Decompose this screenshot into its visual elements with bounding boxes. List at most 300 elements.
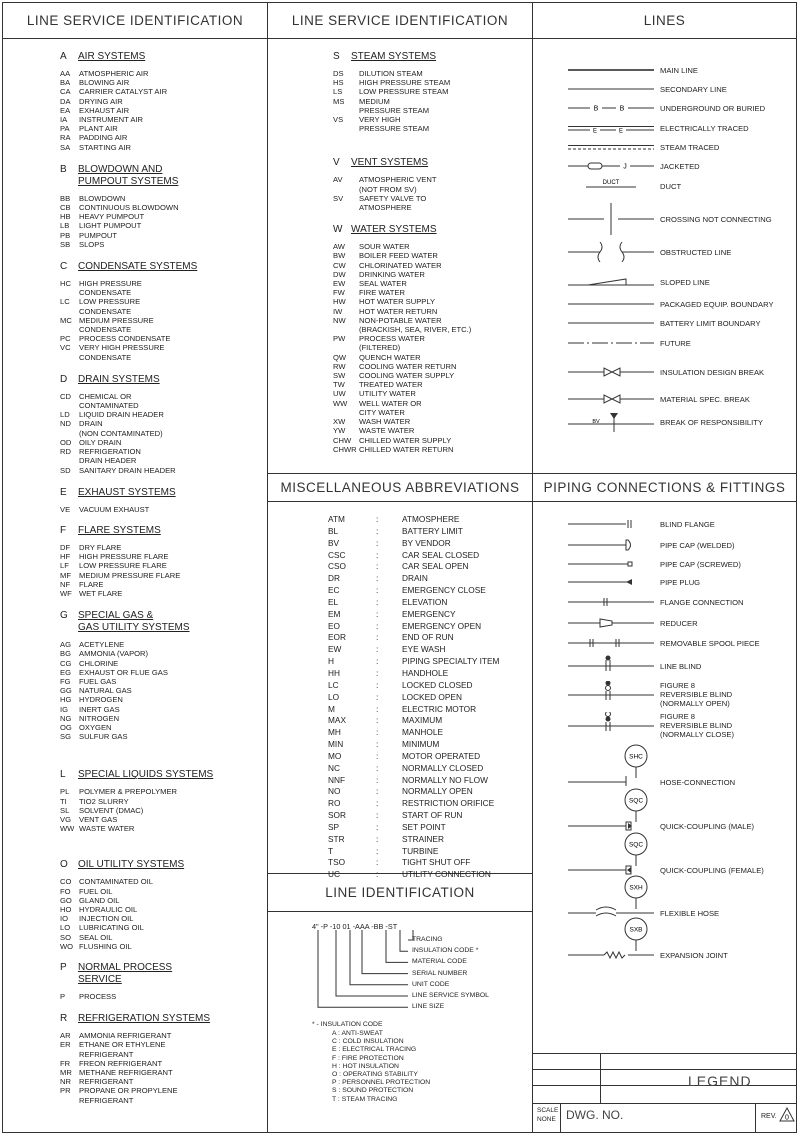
code-row	[60, 723, 265, 732]
line-code	[333, 408, 359, 417]
piping-legend-item	[536, 572, 796, 592]
tb-divider	[755, 1103, 756, 1133]
abbr-row	[328, 798, 528, 810]
line-description: FUEL GAS	[79, 676, 117, 686]
line-legend-item	[536, 333, 796, 353]
piping-legend-item	[536, 592, 796, 612]
line-tag: J	[623, 163, 627, 171]
abbr-desc: BATTERY LIMIT	[402, 525, 463, 536]
system-name: NORMAL PROCESS	[78, 962, 173, 973]
line-code: PR	[60, 1086, 71, 1096]
line-code: NG	[60, 713, 72, 723]
abbr-colon: :	[376, 691, 379, 702]
abbr-colon: :	[376, 620, 379, 631]
code-row	[60, 279, 265, 288]
code-row	[60, 419, 265, 428]
lineid-header: LINE IDENTIFICATION	[325, 885, 475, 900]
system-title	[60, 374, 265, 386]
line-code: LS	[333, 87, 343, 97]
code-row	[60, 705, 265, 714]
abbr-code: EC	[328, 585, 340, 596]
abbr-colon: :	[376, 739, 379, 750]
insulation-code: H : HOT INSULATION	[332, 1062, 399, 1070]
code-row	[60, 732, 265, 741]
line-description: PROCESS CONDENSATE	[79, 334, 171, 344]
code-row	[333, 399, 528, 408]
code-row	[60, 69, 265, 78]
system-letter: O	[60, 859, 68, 871]
abbr-desc: TURBINE	[402, 845, 439, 856]
line-code: LC	[60, 297, 70, 307]
abbr-desc: START OF RUN	[402, 810, 463, 821]
code-row	[60, 87, 265, 96]
line-description: COOLING WATER SUPPLY	[359, 371, 455, 381]
code-row	[60, 914, 265, 923]
lineid-part: UNIT CODE	[412, 980, 450, 988]
line-label: PACKAGED EQUIP. BOUNDARY	[660, 300, 774, 309]
line-description: DRAIN HEADER	[79, 456, 137, 466]
system-name: FLARE SYSTEMS	[78, 524, 161, 536]
line-description: SOLVENT (DMAC)	[79, 805, 144, 815]
col2-systems	[333, 51, 528, 466]
line-description: SLOPS	[79, 239, 105, 249]
system-title	[60, 51, 265, 63]
code-row	[60, 288, 265, 297]
insulation-code: T : STEAM TRACING	[332, 1095, 398, 1103]
line-code	[60, 1096, 79, 1105]
line-description: OXYGEN	[79, 722, 112, 732]
system-section	[60, 164, 265, 249]
abbr-colon: :	[376, 573, 379, 584]
fitting-label: BLIND FLANGE	[660, 520, 715, 529]
piping-legend-item	[536, 832, 796, 880]
line-description: CONTAMINATED OIL	[79, 877, 153, 887]
line-description: PRESSURE STEAM	[359, 105, 430, 115]
fitting-label: REDUCER	[660, 619, 698, 628]
line-description: LIGHT PUMPOUT	[79, 221, 142, 231]
fitting-label: FIGURE 8 REVERSIBLE BLIND (NORMALLY OPEN)	[660, 681, 733, 708]
system-section	[60, 374, 265, 475]
abbr-row	[328, 585, 528, 597]
abbr-desc: ELECTRIC MOTOR	[402, 703, 477, 714]
line-legend-item	[536, 176, 796, 196]
abbr-row	[328, 597, 528, 609]
line-code: BW	[333, 251, 346, 261]
insulation-code: P : PERSONNEL PROTECTION	[332, 1079, 431, 1087]
legend-title: LEGEND	[688, 1073, 752, 1089]
abbr-code: CSC	[328, 549, 346, 560]
abbr-desc: PIPING SPECIALTY ITEM	[402, 656, 500, 667]
abbr-colon: :	[376, 656, 379, 667]
code-row	[60, 942, 265, 951]
code-row	[60, 97, 265, 106]
system-name: AIR SYSTEMS	[78, 51, 146, 62]
dwg-no-label: DWG. NO.	[566, 1108, 624, 1122]
code-row	[60, 1040, 265, 1049]
abbr-row	[328, 526, 528, 538]
line-legend-item	[536, 362, 796, 382]
code-row	[60, 659, 265, 668]
piping-legend-item	[536, 788, 796, 836]
fitting-label: LINE BLIND	[660, 662, 702, 671]
secondary-line-icon	[566, 79, 656, 99]
line-description: HOT WATER SUPPLY	[359, 297, 436, 307]
line-code: P	[60, 992, 66, 1001]
line-description: AMMONIA REFRIGERANT	[79, 1031, 172, 1041]
abbr-colon: :	[376, 727, 379, 738]
code-row	[333, 251, 528, 260]
abbr-colon: :	[376, 585, 379, 596]
line-code: GO	[60, 895, 72, 905]
abbr-code: EO	[328, 620, 340, 631]
line-label: MAIN LINE	[660, 66, 698, 75]
abbr-code: MO	[328, 750, 342, 761]
lines-header: LINES	[643, 13, 686, 28]
line-description: FLARE	[79, 579, 104, 589]
line-code: HB	[60, 212, 71, 222]
line-description: PRESSURE STEAM	[359, 124, 430, 134]
code-row	[333, 436, 528, 445]
line-description: DRYING AIR	[79, 96, 123, 106]
line-description: EXHAUST AIR	[79, 105, 130, 115]
system-name: SPECIAL LIQUIDS SYSTEMS	[78, 769, 214, 781]
line-description: (NOT FROM SV)	[359, 184, 417, 194]
line-code: EW	[333, 279, 346, 289]
abbr-code: M	[328, 703, 335, 714]
line-code: FO	[60, 886, 71, 896]
line-code: BG	[60, 649, 71, 659]
abbr-desc: MINIMUM	[402, 739, 440, 750]
line-label: BREAK OF RESPONSIBILITY	[660, 418, 763, 427]
line-legend-item	[536, 79, 796, 99]
line-description: ETHANE OR ETHYLENE	[79, 1040, 166, 1050]
abbr-row	[328, 621, 528, 633]
fitting-label: PIPE CAP (WELDED)	[660, 541, 735, 550]
line-description: BLOWING AIR	[79, 78, 130, 88]
reducer-fitting-icon	[566, 613, 656, 633]
abbr-row	[328, 751, 528, 763]
line-label: BATTERY LIMIT BOUNDARY	[660, 319, 761, 328]
line-description: WASH WATER	[359, 417, 411, 427]
line-code: XW	[333, 417, 346, 427]
line-description: WET FLARE	[79, 588, 123, 598]
code-row	[60, 212, 265, 221]
line-description: PROCESS	[79, 992, 117, 1001]
rev-label: REV.	[761, 1113, 777, 1120]
line-description: NON-POTABLE WATER	[359, 315, 442, 325]
line-description: LOW PRESSURE STEAM	[359, 87, 449, 97]
line-code: HS	[333, 78, 344, 88]
line-description: BOILER FEED WATER	[359, 251, 438, 261]
system-title	[333, 51, 528, 63]
system-title	[333, 224, 528, 236]
system-letter: B	[60, 163, 67, 175]
line-code: TW	[333, 380, 345, 390]
code-row	[60, 343, 265, 352]
line-code: DA	[60, 96, 71, 106]
code-row	[60, 543, 265, 552]
code-row	[333, 106, 528, 115]
fitting-label: PIPE PLUG	[660, 578, 701, 587]
code-row	[60, 806, 265, 815]
code-row	[60, 334, 265, 343]
lineid-part: TRACING	[412, 936, 443, 943]
code-row	[60, 401, 265, 410]
line-code: VG	[60, 814, 71, 824]
lineblind-fitting-icon	[566, 652, 656, 676]
lineid-part: LINE SERVICE SYMBOL	[412, 992, 489, 999]
code-row	[333, 426, 528, 435]
fig8c-fitting-icon	[566, 712, 656, 736]
abbr-colon: :	[376, 845, 379, 856]
line-description: NITROGEN	[79, 713, 120, 723]
line-description: INERT GAS	[79, 704, 120, 714]
abbr-colon: :	[376, 810, 379, 821]
code-row	[60, 797, 265, 806]
abbr-row	[328, 727, 528, 739]
code-row	[60, 466, 265, 475]
system-letter: L	[60, 769, 66, 781]
abbr-colon: :	[376, 561, 379, 572]
line-description: CHLORINE	[79, 658, 119, 668]
code-row	[333, 203, 528, 212]
line-code: FR	[60, 1058, 71, 1068]
line-code: FG	[60, 676, 71, 686]
line-code: HO	[60, 904, 72, 914]
system-section	[60, 962, 265, 1001]
piping-legend-item	[536, 681, 796, 708]
system-title	[60, 487, 265, 499]
abbr-desc: NORMALLY NO FLOW	[402, 774, 488, 785]
line-code: SG	[60, 732, 71, 742]
line-code: IA	[60, 115, 68, 125]
code-row	[60, 203, 265, 212]
code-row	[60, 933, 265, 942]
line-description: SAFETY VALVE TO	[359, 193, 427, 203]
line-code: WF	[60, 588, 72, 598]
insulation-code: F : FIRE PROTECTION	[332, 1054, 404, 1062]
code-row	[60, 714, 265, 723]
lineid-code: 4" -P -10 01 -AAA -BB -ST	[312, 922, 398, 931]
fitting-label: HOSE-CONNECTION	[660, 778, 736, 787]
line-description: HYDRAULIC OIL	[79, 904, 138, 914]
capw-fitting-icon	[566, 535, 656, 555]
fig8o-fitting-icon	[566, 681, 656, 705]
line-description: WASTE WATER	[79, 824, 135, 834]
line-description: ACETYLENE	[79, 640, 125, 650]
code-row	[333, 417, 528, 426]
line-description: FREON REFRIGERANT	[79, 1058, 163, 1068]
rev-triangle-icon	[779, 1107, 795, 1122]
line-code: CA	[60, 87, 71, 97]
system-section	[60, 261, 265, 362]
line-legend-item	[536, 234, 796, 257]
line-description: VACUUM EXHAUST	[79, 504, 150, 514]
line-code: SB	[60, 239, 71, 249]
line-code: EG	[60, 667, 71, 677]
abbr-colon: :	[376, 632, 379, 643]
system-letter: S	[333, 51, 340, 62]
code-row	[60, 887, 265, 896]
system-name: STEAM SYSTEMS	[351, 51, 437, 62]
line-description: CONDENSATE	[79, 288, 132, 298]
abbr-colon: :	[376, 596, 379, 607]
abbr-colon: :	[376, 608, 379, 619]
line-description: TREATED WATER	[359, 380, 423, 390]
line-code: EA	[60, 105, 71, 115]
abbr-desc: STRAINER	[402, 833, 444, 844]
line-code: CHWR	[333, 444, 357, 454]
line-description: HIGH PRESSURE STEAM	[359, 78, 451, 88]
line-description: VERY HIGH PRESSURE	[79, 343, 165, 353]
piping-legend-item	[536, 514, 796, 534]
line-description: VERY HIGH	[359, 115, 401, 125]
system-letter: C	[60, 261, 68, 273]
line-code	[333, 343, 359, 352]
line-description: TIO2 SLURRY	[79, 796, 129, 806]
insulation-code: O : OPERATING STABILITY	[332, 1071, 418, 1079]
abbr-code: EL	[328, 596, 339, 607]
line-code: PA	[60, 124, 70, 134]
line-legend-item	[536, 137, 796, 157]
abbr-desc: MANHOLE	[402, 727, 444, 738]
line-legend-item	[536, 294, 796, 314]
line-description: ATMOSPHERE	[359, 203, 412, 213]
code-row	[60, 896, 265, 905]
line-code: AV	[333, 175, 343, 185]
code-row	[60, 124, 265, 133]
abbr-row	[328, 668, 528, 680]
main-line-icon	[566, 60, 656, 80]
line-description: DRY FLARE	[79, 542, 122, 552]
ins-codes	[332, 1030, 430, 1104]
system-title	[60, 525, 265, 537]
line-code: GG	[60, 686, 72, 696]
line-legend-item	[536, 156, 796, 176]
code-row	[60, 221, 265, 230]
abbr-code: NNF	[328, 774, 346, 785]
etraced-line-icon	[566, 118, 656, 138]
system-name-cont: GAS UTILITY SYSTEMS	[78, 622, 190, 634]
line-description: WASTE WATER	[359, 426, 415, 436]
line-label: CROSSING NOT CONNECTING	[660, 215, 772, 224]
duct-line-icon	[566, 176, 656, 196]
abbr-code: LC	[328, 679, 339, 690]
line-code: IO	[60, 914, 69, 924]
code-row	[333, 124, 528, 133]
code-row	[60, 1077, 265, 1086]
flex-fitting-icon	[566, 875, 656, 923]
fitting-label: PIPE CAP (SCREWED)	[660, 560, 741, 569]
line-description: STARTING AIR	[79, 142, 132, 152]
abbr-colon: :	[376, 525, 379, 536]
system-letter: A	[60, 51, 67, 62]
fitting-label: REMOVABLE SPOOL PIECE	[660, 639, 760, 648]
code-row	[60, 456, 265, 465]
line-label: SLOPED LINE	[660, 278, 710, 287]
abbr-code: EW	[328, 644, 342, 655]
abbr-code: DR	[328, 573, 340, 584]
abbr-row	[328, 632, 528, 644]
system-section	[60, 51, 265, 152]
line-code: LO	[60, 923, 71, 933]
line-label: MATERIAL SPEC. BREAK	[660, 395, 750, 404]
fitting-tag: SHC	[629, 753, 643, 761]
abbr-desc: UTILITY CONNECTION	[402, 869, 491, 880]
abbr-code: SOR	[328, 810, 346, 821]
fitting-label: FIGURE 8 REVERSIBLE BLIND (NORMALLY CLOSE)	[660, 712, 734, 739]
line-description: LUBRICATING OIL	[79, 923, 144, 933]
line-description: COOLING WATER RETURN	[359, 361, 457, 371]
line-description: PUMPOUT	[79, 230, 117, 240]
system-section	[60, 769, 265, 833]
tb-rule	[533, 1085, 796, 1086]
line-code: TI	[60, 796, 67, 806]
line-description: HYDROGEN	[79, 695, 123, 705]
line-description: SEAL OIL	[79, 932, 113, 942]
line-description: BLOWDOWN	[79, 193, 126, 203]
abbr-row	[328, 692, 528, 704]
system-title	[60, 1013, 265, 1025]
line-code: LD	[60, 410, 70, 420]
line-code	[333, 106, 359, 115]
insulation-code: E : ELECTRICAL TRACING	[332, 1046, 417, 1054]
col1-systems	[60, 51, 265, 1117]
line-description: PADDING AIR	[79, 133, 128, 143]
abbr-desc: NORMALLY CLOSED	[402, 762, 484, 773]
line-description: SOUR WATER	[359, 242, 410, 252]
line-code	[60, 288, 79, 297]
code-row	[333, 279, 528, 288]
code-row	[60, 787, 265, 796]
abbr-colon: :	[376, 857, 379, 868]
tagged-line-icon	[566, 98, 656, 118]
system-name: SPECIAL GAS &	[78, 610, 154, 622]
abbr-row	[328, 680, 528, 692]
abbr-code: MAX	[328, 715, 346, 726]
system-title	[60, 769, 265, 781]
line-code	[60, 325, 79, 334]
line-code: HG	[60, 695, 72, 705]
line-code	[60, 1050, 79, 1059]
system-name-cont: SERVICE	[78, 974, 122, 985]
code-row	[60, 815, 265, 824]
piping-legend-item	[536, 613, 796, 633]
scale-value: NONE	[537, 1116, 556, 1123]
caps-fitting-icon	[566, 554, 656, 574]
line-description: WELL WATER OR	[359, 398, 422, 408]
code-row	[60, 325, 265, 334]
system-section	[333, 224, 528, 454]
line-description: REFRIGERANT	[79, 1049, 134, 1059]
code-row	[333, 97, 528, 106]
abbr-desc: MAXIMUM	[402, 715, 443, 726]
line-description: (NON CONTAMINATED)	[79, 428, 163, 438]
line-description: AMMONIA (VAPOR)	[79, 649, 149, 659]
system-letter: E	[60, 486, 67, 498]
line-description: POLYMER & PREPOLYMER	[79, 787, 178, 797]
abbr-desc: EMERGENCY OPEN	[402, 620, 482, 631]
blind-fitting-icon	[566, 514, 656, 534]
line-legend-item	[536, 201, 796, 224]
fitting-tag: SXH	[629, 884, 643, 892]
system-name: OIL UTILITY SYSTEMS	[78, 859, 185, 871]
code-row	[60, 824, 265, 833]
code-row	[60, 1096, 265, 1105]
line-code: AG	[60, 640, 71, 650]
abbr-desc: CAR SEAL OPEN	[402, 561, 469, 572]
line-description: CARRIER CATALYST AIR	[79, 87, 168, 97]
